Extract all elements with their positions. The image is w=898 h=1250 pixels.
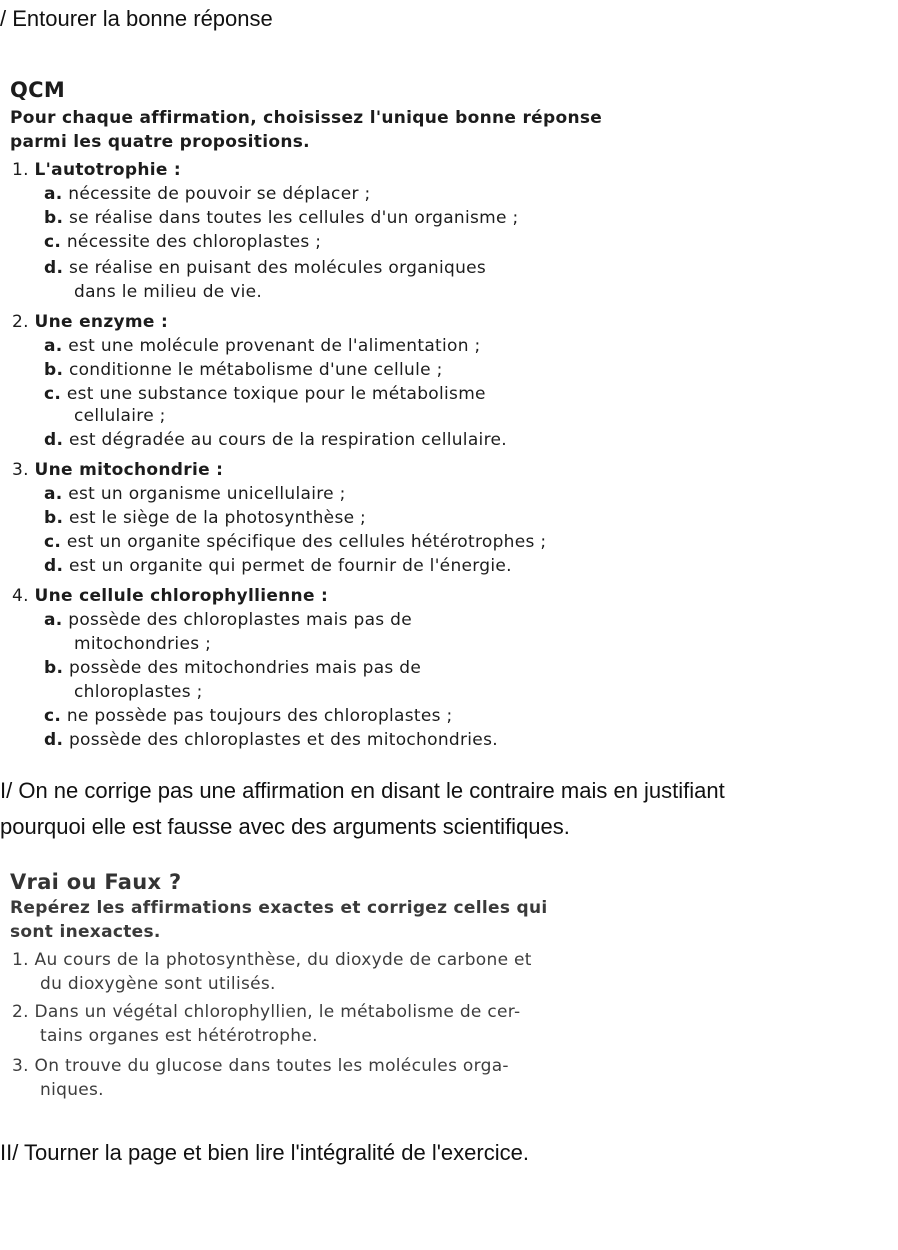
question-2-option-b (44, 360, 443, 380)
option-text: est une molécule provenant de l'alimentation ; (68, 336, 481, 356)
option-letter: c. (44, 532, 62, 552)
item-text: Dans un végétal chlorophyllien, le métabolisme de cer- (34, 1002, 521, 1022)
option-letter: d. (44, 258, 64, 278)
qcm-intro-line-2: parmi les quatre propositions. (10, 132, 310, 152)
question-4-option-d (44, 730, 498, 750)
question-2-option-c (44, 384, 486, 404)
option-text: nécessite de pouvoir se déplacer ; (68, 184, 371, 204)
question-2-title (12, 312, 168, 332)
true-false-item-1 (12, 950, 532, 970)
option-letter: a. (44, 336, 63, 356)
question-1-number: 1. (12, 160, 29, 180)
option-text: nécessite des chloroplastes ; (66, 232, 322, 252)
item-text: On trouve du glucose dans toutes les molécules orga- (34, 1056, 509, 1076)
option-letter: b. (44, 208, 64, 228)
true-false-heading: Vrai ou Faux ? (10, 870, 182, 894)
option-text: est dégradée au cours de la respiration cellulaire. (68, 430, 507, 450)
true-false-item-2-continued: tains organes est hétérotrophe. (40, 1026, 318, 1046)
option-letter: a. (44, 484, 63, 504)
option-letter: b. (44, 508, 64, 528)
option-letter: d. (44, 430, 64, 450)
option-letter: b. (44, 658, 64, 678)
item-text: Au cours de la photosynthèse, du dioxyde de carbone et (34, 950, 532, 970)
question-3-option-d (44, 556, 512, 576)
question-2-option-a (44, 336, 481, 356)
option-letter: b. (44, 360, 64, 380)
option-text: est le siège de la photosynthèse ; (68, 508, 367, 528)
question-4-number: 4. (12, 586, 29, 606)
question-3-option-c (44, 532, 546, 552)
true-false-intro-line-2: sont inexactes. (10, 922, 161, 942)
question-4-option-c (44, 706, 453, 726)
option-letter: c. (44, 384, 62, 404)
question-4-title (12, 586, 328, 606)
question-4-text: Une cellule chlorophyllienne : (34, 586, 329, 606)
question-4-option-b (44, 658, 421, 678)
question-1-option-d (44, 258, 486, 278)
question-3-title (12, 460, 223, 480)
true-false-item-2 (12, 1002, 520, 1022)
option-text: ne possède pas toujours des chloroplastes ; (66, 706, 453, 726)
question-1-option-d-continued: dans le milieu de vie. (74, 282, 263, 302)
option-letter: c. (44, 706, 62, 726)
option-text: possède des chloroplastes mais pas de (68, 610, 412, 630)
question-3-option-a (44, 484, 346, 504)
qcm-heading: QCM (10, 78, 66, 102)
question-1-option-a (44, 184, 370, 204)
question-2-option-c-continued: cellulaire ; (74, 406, 166, 426)
option-text: se réalise dans toutes les cellules d'un organisme ; (68, 208, 519, 228)
option-text: est un organite qui permet de fournir de l'énergie. (68, 556, 512, 576)
question-4-option-b-continued: chloroplastes ; (74, 682, 203, 702)
option-text: se réalise en puisant des molécules organiques (68, 258, 487, 278)
instruction-circle-answer: / Entourer la bonne réponse (0, 6, 273, 31)
true-false-item-3 (12, 1056, 509, 1076)
option-text: est un organisme unicellulaire ; (68, 484, 346, 504)
option-text: est un organite spécifique des cellules hétérotrophes ; (66, 532, 547, 552)
question-2-option-d (44, 430, 507, 450)
item-number: 1. (12, 950, 29, 970)
option-text: conditionne le métabolisme d'une cellule ; (68, 360, 443, 380)
option-letter: a. (44, 610, 63, 630)
item-number: 3. (12, 1056, 29, 1076)
question-1-option-c (44, 232, 321, 252)
option-letter: d. (44, 730, 64, 750)
instruction-justify-line-2: pourquoi elle est fausse avec des arguments scientifiques. (0, 814, 570, 839)
question-1-text: L'autotrophie : (34, 160, 181, 180)
instruction-turn-page: II/ Tourner la page et bien lire l'intégralité de l'exercice. (0, 1140, 529, 1165)
option-text: possède des chloroplastes et des mitochondries. (68, 730, 498, 750)
true-false-intro-line-1: Repérez les affirmations exactes et corrigez celles qui (10, 898, 548, 918)
true-false-item-1-continued: du dioxygène sont utilisés. (40, 974, 276, 994)
question-2-text: Une enzyme : (34, 312, 169, 332)
option-text: possède des mitochondries mais pas de (68, 658, 422, 678)
option-letter: d. (44, 556, 64, 576)
true-false-item-3-continued: niques. (40, 1080, 104, 1100)
question-4-option-a (44, 610, 412, 630)
item-number: 2. (12, 1002, 29, 1022)
option-letter: a. (44, 184, 63, 204)
question-3-number: 3. (12, 460, 29, 480)
question-1-title (12, 160, 181, 180)
instruction-justify-line-1: I/ On ne corrige pas une affirmation en disant le contraire mais en justifiant (0, 778, 725, 803)
option-letter: c. (44, 232, 62, 252)
question-3-text: Une mitochondrie : (34, 460, 224, 480)
question-4-option-a-continued: mitochondries ; (74, 634, 212, 654)
option-text: est une substance toxique pour le métabolisme (66, 384, 486, 404)
question-2-number: 2. (12, 312, 29, 332)
question-1-option-b (44, 208, 519, 228)
question-3-option-b (44, 508, 366, 528)
qcm-intro-line-1: Pour chaque affirmation, choisissez l'unique bonne réponse (10, 108, 603, 128)
